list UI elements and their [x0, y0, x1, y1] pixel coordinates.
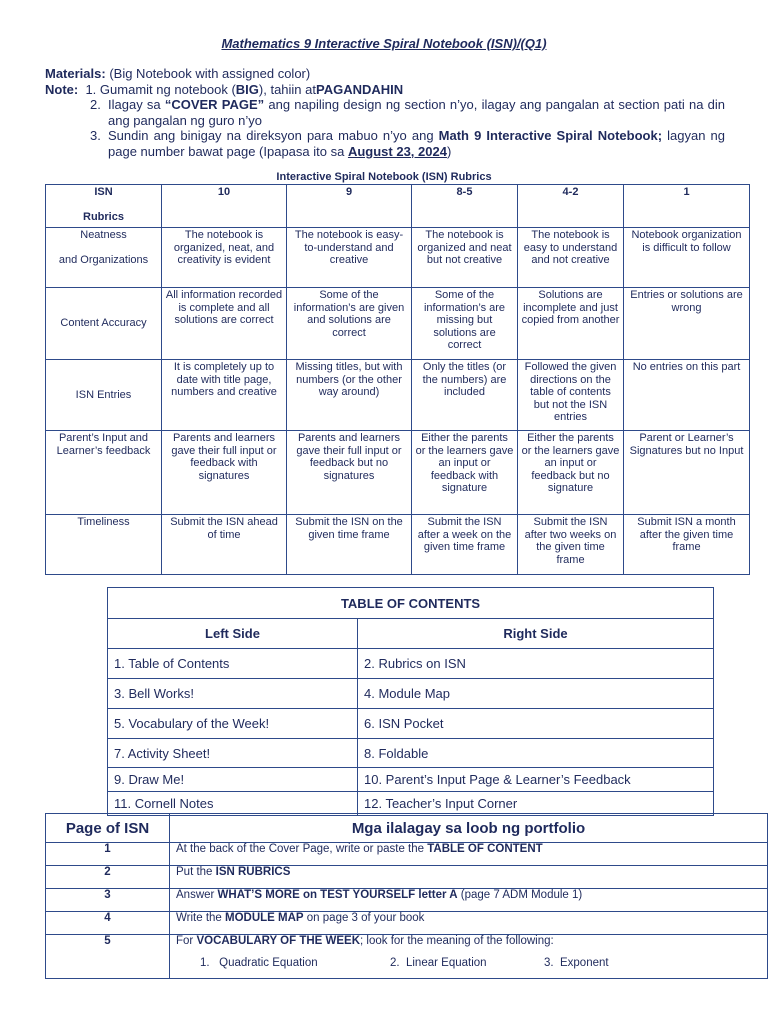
- rubric-cell: Submit ISN a month after the given time frame: [624, 515, 750, 575]
- toc-left-header: Left Side: [108, 619, 358, 649]
- materials-text: (Big Notebook with assigned color): [109, 66, 311, 81]
- rubric-cell: Some of the information’s are missing but solutions are correct: [412, 288, 518, 360]
- rubric-cell: Submit the ISN on the given time frame: [287, 515, 412, 575]
- vocabulary-item: 3. Exponent: [544, 957, 609, 969]
- rubric-header-10: 10: [162, 185, 287, 228]
- toc-row: [108, 679, 714, 709]
- toc-left-item: 5. Vocabulary of the Week!: [108, 709, 358, 739]
- portfolio-page-number: 1: [46, 843, 170, 866]
- rubric-cell: The notebook is organized and neat but not creative: [412, 228, 518, 288]
- rubric-criterion: Content Accuracy: [46, 288, 162, 360]
- rubric-row: [46, 515, 750, 575]
- rubric-cell: Some of the information’s are given and solutions are correct: [287, 288, 412, 360]
- portfolio-description: Put the ISN RUBRICS: [170, 866, 768, 889]
- rubric-header-9: 9: [287, 185, 412, 228]
- portfolio-page-number: 3: [46, 889, 170, 912]
- portfolio-row: [46, 935, 768, 979]
- rubric-cell: Followed the given directions on the table of contents but not the ISN entries: [518, 360, 624, 431]
- note-item-2: 2. Ilagay sa “COVER PAGE” ang napiling design ng section n’yo, ilagay ang pangalan at section pati na din ang pangalan ng guro n’yo: [90, 97, 725, 128]
- rubric-cell: No entries on this part: [624, 360, 750, 431]
- rubric-row: [46, 360, 750, 431]
- note-item-1: Note: 1. Gumamit ng notebook ( BIG ), tahiin at PAGANDAHIN: [45, 81, 404, 97]
- materials-label: Materials:: [45, 66, 106, 81]
- toc-right-item: 4. Module Map: [358, 679, 714, 709]
- rubric-header-isn: ISN Rubrics: [46, 185, 162, 228]
- portfolio-contents-header: Mga ilalagay sa loob ng portfolio: [170, 814, 768, 843]
- toc-left-item: 11. Cornell Notes: [108, 792, 358, 816]
- toc-title: TABLE OF CONTENTS: [108, 588, 714, 619]
- portfolio-description: For VOCABULARY OF THE WEEK; look for the meaning of the following: 1. Quadratic Equation 2. Linear Equation 3. Exponent: [170, 935, 768, 979]
- portfolio-row: [46, 889, 768, 912]
- rubric-cell: Submit the ISN after a week on the given time frame: [412, 515, 518, 575]
- portfolio-description: At the back of the Cover Page, write or paste the TABLE OF CONTENT: [170, 843, 768, 866]
- rubric-criterion: Neatness and Organizations: [46, 228, 162, 288]
- portfolio-page-number: 4: [46, 912, 170, 935]
- rubric-cell: It is completely up to date with title page, numbers and creative: [162, 360, 287, 431]
- toc-right-item: 8. Foldable: [358, 739, 714, 768]
- rubric-cell: Parent or Learner’s Signatures but no Input: [624, 431, 750, 515]
- rubric-header-4-2: 4-2: [518, 185, 624, 228]
- rubric-cell: The notebook is easy-to-understand and creative: [287, 228, 412, 288]
- toc-header-row: [108, 619, 714, 649]
- rubric-cell: All information recorded is complete and all solutions are correct: [162, 288, 287, 360]
- rubric-cell: The notebook is organized, neat, and creativity is evident: [162, 228, 287, 288]
- toc-row: [108, 649, 714, 679]
- rubric-header-8-5: 8-5: [412, 185, 518, 228]
- rubric-row: [46, 228, 750, 288]
- portfolio-header-row: [46, 814, 768, 843]
- toc-title-row: [108, 588, 714, 619]
- toc-row: [108, 709, 714, 739]
- rubric-caption: Interactive Spiral Notebook (ISN) Rubrics: [276, 171, 492, 183]
- rubric-cell: Notebook organization is difficult to follow: [624, 228, 750, 288]
- rubric-cell: Either the parents or the learners gave an input or feedback with signature: [412, 431, 518, 515]
- rubric-cell: The notebook is easy to understand and not creative: [518, 228, 624, 288]
- toc-left-item: 1. Table of Contents: [108, 649, 358, 679]
- rubric-cell: Entries or solutions are wrong: [624, 288, 750, 360]
- rubric-header-row: [46, 185, 750, 228]
- rubric-cell: Missing titles, but with numbers (or the other way around): [287, 360, 412, 431]
- instructions: [45, 66, 725, 159]
- rubric-table: [45, 184, 750, 575]
- rubric-cell: Parents and learners gave their full input or feedback but no signatures: [287, 431, 412, 515]
- rubric-row: [46, 288, 750, 360]
- toc-right-header: Right Side: [358, 619, 714, 649]
- rubric-cell: Submit the ISN after two weeks on the given time frame: [518, 515, 624, 575]
- vocabulary-list: [176, 957, 761, 969]
- note-item-3: 3. Sundin ang binigay na direksyon para mabuo n’yo ang Math 9 Interactive Spiral Notebook; lagyan ng page number bawat page (Ipapasa ito sa August 23, 2024): [90, 128, 725, 159]
- vocabulary-item: 1. Quadratic Equation: [200, 957, 318, 969]
- document-title: Mathematics 9 Interactive Spiral Notebook (ISN)/(Q1): [221, 36, 547, 51]
- portfolio-page-number: 5: [46, 935, 170, 979]
- rubric-criterion: Timeliness: [46, 515, 162, 575]
- note-label: Note:: [45, 81, 79, 97]
- toc-right-item: 10. Parent’s Input Page & Learner’s Feedback: [358, 768, 714, 792]
- portfolio-description: Write the MODULE MAP on page 3 of your book: [170, 912, 768, 935]
- toc-row: [108, 792, 714, 816]
- portfolio-row: [46, 912, 768, 935]
- rubric-row: [46, 431, 750, 515]
- rubric-cell: Solutions are incomplete and just copied from another: [518, 288, 624, 360]
- portfolio-page-header: Page of ISN: [46, 814, 170, 843]
- toc-left-item: 9. Draw Me!: [108, 768, 358, 792]
- portfolio-page-number: 2: [46, 866, 170, 889]
- portfolio-description: Answer WHAT’S MORE on TEST YOURSELF letter A (page 7 ADM Module 1): [170, 889, 768, 912]
- toc-left-item: 7. Activity Sheet!: [108, 739, 358, 768]
- table-of-contents: [107, 587, 714, 816]
- toc-row: [108, 739, 714, 768]
- materials-line: [45, 66, 725, 82]
- rubric-cell: Only the titles (or the numbers) are included: [412, 360, 518, 431]
- rubric-criterion: Parent’s Input and Learner’s feedback: [46, 431, 162, 515]
- toc-right-item: 2. Rubrics on ISN: [358, 649, 714, 679]
- portfolio-row: [46, 843, 768, 866]
- portfolio-row: [46, 866, 768, 889]
- portfolio-table: [45, 813, 768, 979]
- toc-row: [108, 768, 714, 792]
- toc-right-item: 12. Teacher’s Input Corner: [358, 792, 714, 816]
- rubric-cell: Parents and learners gave their full input or feedback with signatures: [162, 431, 287, 515]
- toc-right-item: 6. ISN Pocket: [358, 709, 714, 739]
- rubric-cell: Submit the ISN ahead of time: [162, 515, 287, 575]
- rubric-cell: Either the parents or the learners gave an input or feedback but no signature: [518, 431, 624, 515]
- rubric-header-1: 1: [624, 185, 750, 228]
- rubric-criterion: ISN Entries: [46, 360, 162, 431]
- vocabulary-item: 2. Linear Equation: [390, 957, 487, 969]
- toc-left-item: 3. Bell Works!: [108, 679, 358, 709]
